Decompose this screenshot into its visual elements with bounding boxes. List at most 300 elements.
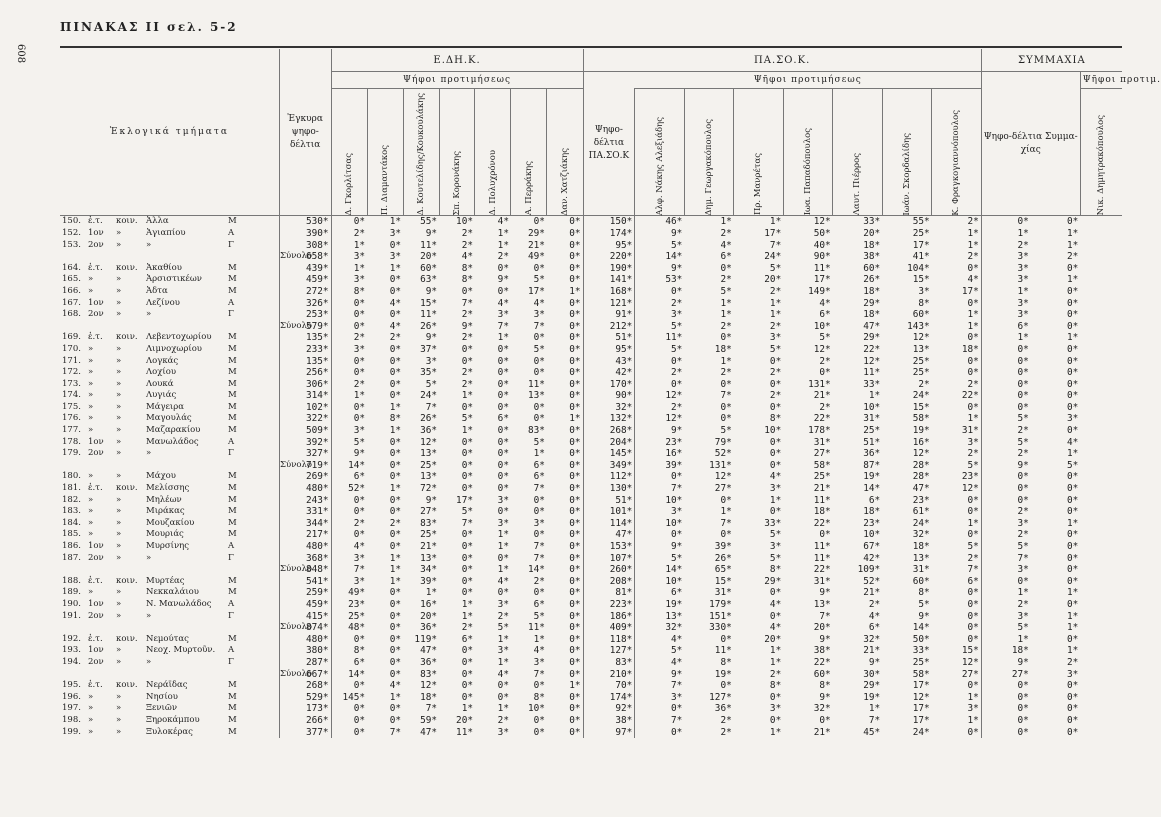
vote-cell: 4* [635,634,684,646]
vote-cell: 5* [967,541,979,552]
vote-cell: 11* [863,367,881,379]
vote-cell: 0* [981,576,1030,588]
vote-cell: 0* [569,459,581,471]
vote-cell: 5* [533,274,545,286]
district-name: Λογκάς [146,355,179,366]
vote-cell: 40* [813,239,831,251]
district-type: 1ον [88,297,104,308]
district-type: » [88,425,94,436]
vote-cell: 4* [389,320,402,332]
vote-cell: 0* [461,680,473,692]
vote-cell: 19* [912,425,930,437]
vote-cell: 107* [583,553,635,565]
table-row [60,298,1122,310]
vote-cell: 5* [720,285,732,297]
vote-cell: 47* [863,320,881,332]
vote-cell: 60* [813,668,831,680]
vote-cell: 14* [863,483,881,495]
vote-cell: 1* [389,552,402,564]
vote-cell: 42* [863,552,881,564]
vote-cell: 1* [967,714,979,726]
district-number: 194. [62,656,81,667]
district-label [60,437,279,449]
district-label [60,459,312,472]
table-row [60,274,1122,286]
vote-cell: 0* [967,622,979,634]
vote-cell: 2* [497,251,509,263]
vote-cell: 0* [1066,680,1079,692]
vote-cell: 1* [425,587,437,599]
vote-cell: 0* [1066,425,1079,437]
district-kind: » [116,390,122,401]
vote-cell: 7* [389,726,402,738]
district-type: » [88,471,94,482]
table-row [60,692,1122,704]
table-row [60,216,1122,228]
vote-cell: 0* [497,367,509,379]
vote-cell: 0* [331,506,367,518]
vote-cell: 121* [583,298,635,310]
vote-cell: 4* [1066,436,1079,448]
vote-cell: 7* [769,239,782,251]
vote-cell: 17* [813,274,831,286]
district-name: Ν. Μανωλάδος [146,598,212,609]
district-name: Μάγειρα [146,401,184,412]
vote-cell: 46* [635,216,684,228]
vote-cell: 2* [331,332,367,344]
vote-cell: 1* [461,610,473,622]
edik-pref-title: Ψήφοι προτιμήσεως [331,72,583,89]
vote-cell: 36* [714,703,732,715]
district-number: 182. [62,494,81,505]
district-kind: » [116,541,122,551]
vote-cell: 0* [1066,529,1079,541]
table-row [60,576,1122,588]
vote-cell: 32* [912,529,930,541]
district-kind: » [116,425,122,436]
vote-cell: 5* [461,506,473,518]
vote-cell: 0* [497,471,509,483]
vote-cell: 0* [1066,262,1079,274]
vote-cell: 32* [813,703,831,715]
vote-cell: 91* [583,309,635,321]
district-code: Μ [228,714,237,725]
district-number: 169. [62,332,81,343]
district-label [60,274,279,286]
vote-cell: 13* [912,552,930,564]
vote-cell: 14* [635,564,684,576]
district-kind: κοιν. [116,680,138,691]
table-row [60,390,1122,402]
vote-cell: 2* [461,239,473,251]
vote-cell: 27* [981,669,1030,681]
vote-cell: 0* [389,622,402,634]
district-kind: » [116,378,122,389]
vote-cell: 9* [819,633,831,645]
vote-cell: 3* [981,611,1030,623]
vote-cell: 7* [720,390,732,402]
vote-cell: 7* [425,401,437,413]
vote-cell: 70* [583,680,635,692]
vote-cell: 308* [279,240,331,252]
vote-cell: 12* [635,413,684,425]
vote-cell: 7* [533,320,545,332]
vote-cell: 8* [769,680,782,692]
vote-cell: 25* [912,227,930,239]
vote-cell: 21* [813,726,831,738]
vote-cell: 3* [981,564,1030,576]
vote-cell: 0* [331,495,367,507]
vote-cell: 0* [461,564,473,576]
vote-cell: 27* [813,448,831,460]
district-kind: κοιν. [116,216,138,227]
vote-cell: 0* [461,552,473,564]
district-type: ἐ.τ. [88,216,103,227]
vote-cell: 0* [533,413,545,425]
district-code: Μ [228,680,237,691]
vote-cell: 127* [583,645,635,657]
table-row [60,332,1122,344]
district-kind: » [116,494,122,505]
vote-cell: 2* [461,367,473,379]
vote-cell: 3* [981,518,1030,530]
district-name: Λουκά [146,378,174,389]
edik-candidate-1: Δ. Γκορλίτσας [331,89,367,216]
vote-cell: 11* [456,726,473,738]
district-name: Ἀδτα [146,285,168,296]
vote-cell: 35* [420,367,437,379]
vote-cell: 0* [1066,367,1079,379]
vote-cell: 17* [912,714,930,726]
vote-cell: 0* [389,285,402,297]
district-number: 175. [62,401,81,412]
subtotal-row [60,321,1122,333]
vote-cell: 39* [635,460,684,472]
district-kind: » [116,274,122,285]
district-label [60,703,279,715]
vote-cell: 0* [569,332,581,344]
district-number: 192. [62,633,81,644]
vote-cell: 1* [461,598,473,610]
vote-cell: 95* [583,344,635,356]
vote-cell: 0* [533,714,545,726]
election-results-table [60,49,1161,738]
table-row [60,402,1122,414]
district-type: 1ον [88,645,104,656]
vote-cell: 16* [420,598,437,610]
vote-cell: 3* [635,692,684,704]
district-code: Μ [228,216,237,227]
district-label [60,356,279,368]
vote-cell: 1* [497,656,509,668]
district-number: 172. [62,367,81,378]
vote-cell: 11* [813,494,831,506]
vote-cell: 0* [569,610,581,622]
vote-cell: 3* [967,436,979,448]
district-name: Λιμνοχωρίου [146,343,202,354]
vote-cell: 0* [769,401,782,413]
vote-cell: 1* [1066,645,1079,657]
vote-cell: 6* [868,494,881,506]
district-code: Μ [228,378,237,389]
edik-candidate-3: Δ. Κουτελίδης/Κουκουλάκης [403,89,439,216]
vote-cell: 1* [497,564,509,576]
vote-cell: 1* [389,564,402,576]
vote-cell: 26* [863,274,881,286]
vote-cell: 0* [967,587,979,599]
vote-cell: 0* [497,355,509,367]
vote-cell: 2* [533,575,545,587]
vote-cell: 0* [769,610,782,622]
vote-cell: 3* [635,309,684,321]
vote-cell: 153* [583,541,635,553]
district-code: Μ [228,401,237,412]
vote-cell: 509* [279,425,331,437]
district-name: Μανωλάδος [146,436,199,447]
vote-cell: 0* [331,356,367,368]
vote-cell: 7* [635,715,684,727]
vote-cell: 0* [981,483,1030,495]
vote-cell: 243* [279,495,331,507]
vote-cell: 21* [863,645,881,657]
vote-cell: 0* [769,587,782,599]
district-label [60,599,279,611]
district-number: 168. [62,309,81,320]
vote-cell: 3* [1066,668,1079,680]
vote-cell: 0* [331,634,367,646]
table-row [60,448,1122,460]
vote-cell: 0* [967,332,979,344]
vote-cell: 409* [583,622,635,634]
vote-cell: 6* [461,633,473,645]
vote-cell: 0* [967,633,979,645]
vote-cell: 18* [863,285,881,297]
vote-cell: 1* [769,216,782,228]
vote-cell: 2* [1066,251,1079,263]
vote-cell: 0* [1066,471,1079,483]
vote-cell: 1* [569,285,581,297]
vote-cell: 349* [583,460,635,472]
table-row [60,541,1122,553]
vote-cell: 36* [420,656,437,668]
vote-cell: 12* [420,680,437,692]
vote-cell: 55* [912,216,930,228]
vote-cell: 0* [389,390,402,402]
vote-cell: 2* [981,448,1030,460]
vote-cell: 0* [1066,541,1079,552]
vote-cell: 104* [907,262,930,274]
table-row [60,680,1122,692]
vote-cell: 0* [635,529,684,541]
vote-cell: 0* [389,633,402,645]
pasok-group-title: ΠΑ.ΣΟ.Κ. [583,49,981,72]
vote-cell: 119* [414,633,437,645]
vote-cell: 3* [331,425,367,437]
vote-cell: 5* [331,437,367,449]
vote-cell: 0* [389,274,402,286]
vote-cell: 1* [331,263,367,275]
district-type: » [88,691,94,702]
district-type: ἐ.τ. [88,575,103,586]
vote-cell: 12* [912,448,930,460]
vote-cell: 39* [714,541,732,552]
district-name: Λοχίου [146,367,177,378]
vote-cell: 2* [819,401,831,413]
vote-cell: 141* [583,274,635,286]
vote-cell: 79* [714,436,732,448]
vote-cell: 7* [635,483,684,495]
district-code: Μ [228,575,237,586]
vote-cell: 0* [569,227,581,239]
vote-cell: 0* [331,309,367,321]
vote-cell: 658* [279,251,331,263]
vote-cell: 0* [1066,378,1079,390]
vote-cell: 4* [497,668,509,680]
vote-cell: 21* [813,483,831,495]
vote-cell: 23* [961,471,979,483]
vote-cell: 23* [863,517,881,529]
vote-cell: 1* [1066,332,1079,344]
vote-cell: 5* [819,332,831,344]
vote-cell: 178* [808,425,831,437]
vote-cell: 12* [635,390,684,402]
district-name: Ξυλοκέρας [146,726,193,737]
vote-cell: 1* [497,633,509,645]
district-name: Μηλέων [146,494,182,505]
district-label [60,634,279,646]
vote-cell: 0* [569,622,581,634]
vote-cell: 1* [967,309,979,321]
vote-cell: 0* [569,714,581,726]
vote-cell: 0* [569,517,581,529]
vote-cell: 314* [279,390,331,402]
table-row [60,529,1122,541]
district-label [60,240,279,252]
vote-cell: 16* [635,448,684,460]
vote-cell: 287* [279,657,331,669]
vote-cell: 19* [714,668,732,680]
vote-cell: 0* [769,691,782,703]
vote-cell: 0* [461,668,473,680]
vote-cell: 19* [635,599,684,611]
vote-cell: 1* [868,703,881,715]
vote-cell: 5* [981,437,1030,449]
vote-cell: 9* [819,587,831,599]
vote-cell: 0* [331,321,367,333]
vote-cell: 2* [918,378,930,390]
vote-cell: 27* [420,506,437,518]
vote-cell: 0* [1066,564,1079,576]
vote-cell: 3* [769,703,782,715]
vote-cell: 0* [769,436,782,448]
district-label [60,425,279,437]
vote-cell: 0* [569,587,581,599]
vote-cell: 72* [420,483,437,495]
vote-cell: 0* [389,448,402,460]
vote-cell: 2* [967,251,979,263]
vote-cell: 3* [497,726,509,738]
district-kind: » [116,691,122,702]
district-code: Μ [228,506,237,517]
district-number: 180. [62,471,81,482]
vote-cell: 256* [279,367,331,379]
vote-cell: 36* [863,448,881,460]
district-kind: » [116,227,122,238]
district-label [60,564,312,576]
vote-cell: 1* [497,239,509,251]
vote-cell: 53* [635,274,684,286]
vote-cell: 0* [967,367,979,379]
vote-cell: 0* [769,448,782,460]
district-type: 1ον [88,598,104,609]
vote-cell: 6* [819,309,831,321]
vote-cell: 173* [279,703,331,715]
vote-cell: 1* [720,355,732,367]
district-type: » [88,343,94,354]
vote-cell: 90* [583,390,635,402]
vote-cell: 1* [981,228,1030,240]
vote-cell: 17* [912,680,930,692]
vote-cell: 20* [764,633,782,645]
district-name: Μυρσίνης [146,541,190,551]
vote-cell: 0* [389,529,402,541]
district-kind: » [116,285,122,296]
district-kind: » [116,367,122,378]
vote-cell: 1* [769,726,782,738]
vote-cell: 11* [635,332,684,344]
vote-cell: 4* [769,471,782,483]
vote-cell: 7* [635,680,684,692]
vote-cell: 25* [420,529,437,541]
vote-cell: 0* [1066,309,1079,321]
header-rule [60,46,1122,48]
vote-cell: 3* [497,494,509,506]
vote-cell: 0* [461,343,473,355]
vote-cell: 0* [569,483,581,495]
vote-cell: 0* [533,494,545,506]
page-header: ΠΙΝΑΚΑΣ ΙΙ σελ. 5-2 [60,20,238,34]
vote-cell: 6* [868,622,881,634]
vote-cell: 7* [720,517,732,529]
vote-cell: 0* [720,529,732,541]
district-name: Σύνολο [280,251,312,262]
district-kind: » [116,610,122,621]
vote-cell: 0* [389,436,402,448]
vote-cell: 0* [967,598,979,610]
vote-cell: 4* [389,297,402,309]
vote-cell: 268* [279,680,331,692]
vote-cell: 186* [583,611,635,623]
vote-cell: 260* [583,564,635,576]
district-kind: » [116,552,122,563]
vote-cell: 4* [461,251,473,263]
vote-cell: 3* [497,517,509,529]
vote-cell: 0* [1066,714,1079,726]
vote-cell: 8* [533,691,545,703]
vote-cell: 0* [967,506,979,518]
district-name: Σύνολο [280,668,312,679]
vote-cell: 5* [533,343,545,355]
district-name: Λεζίνου [146,297,180,308]
table-row [60,286,1122,298]
district-name: » [146,239,152,250]
vote-cell: 1* [497,703,509,715]
district-code: Μ [228,633,237,644]
vote-cell: 17* [456,494,473,506]
district-kind: » [116,714,122,725]
vote-cell: 0* [981,367,1030,379]
district-code: Μ [228,703,237,714]
